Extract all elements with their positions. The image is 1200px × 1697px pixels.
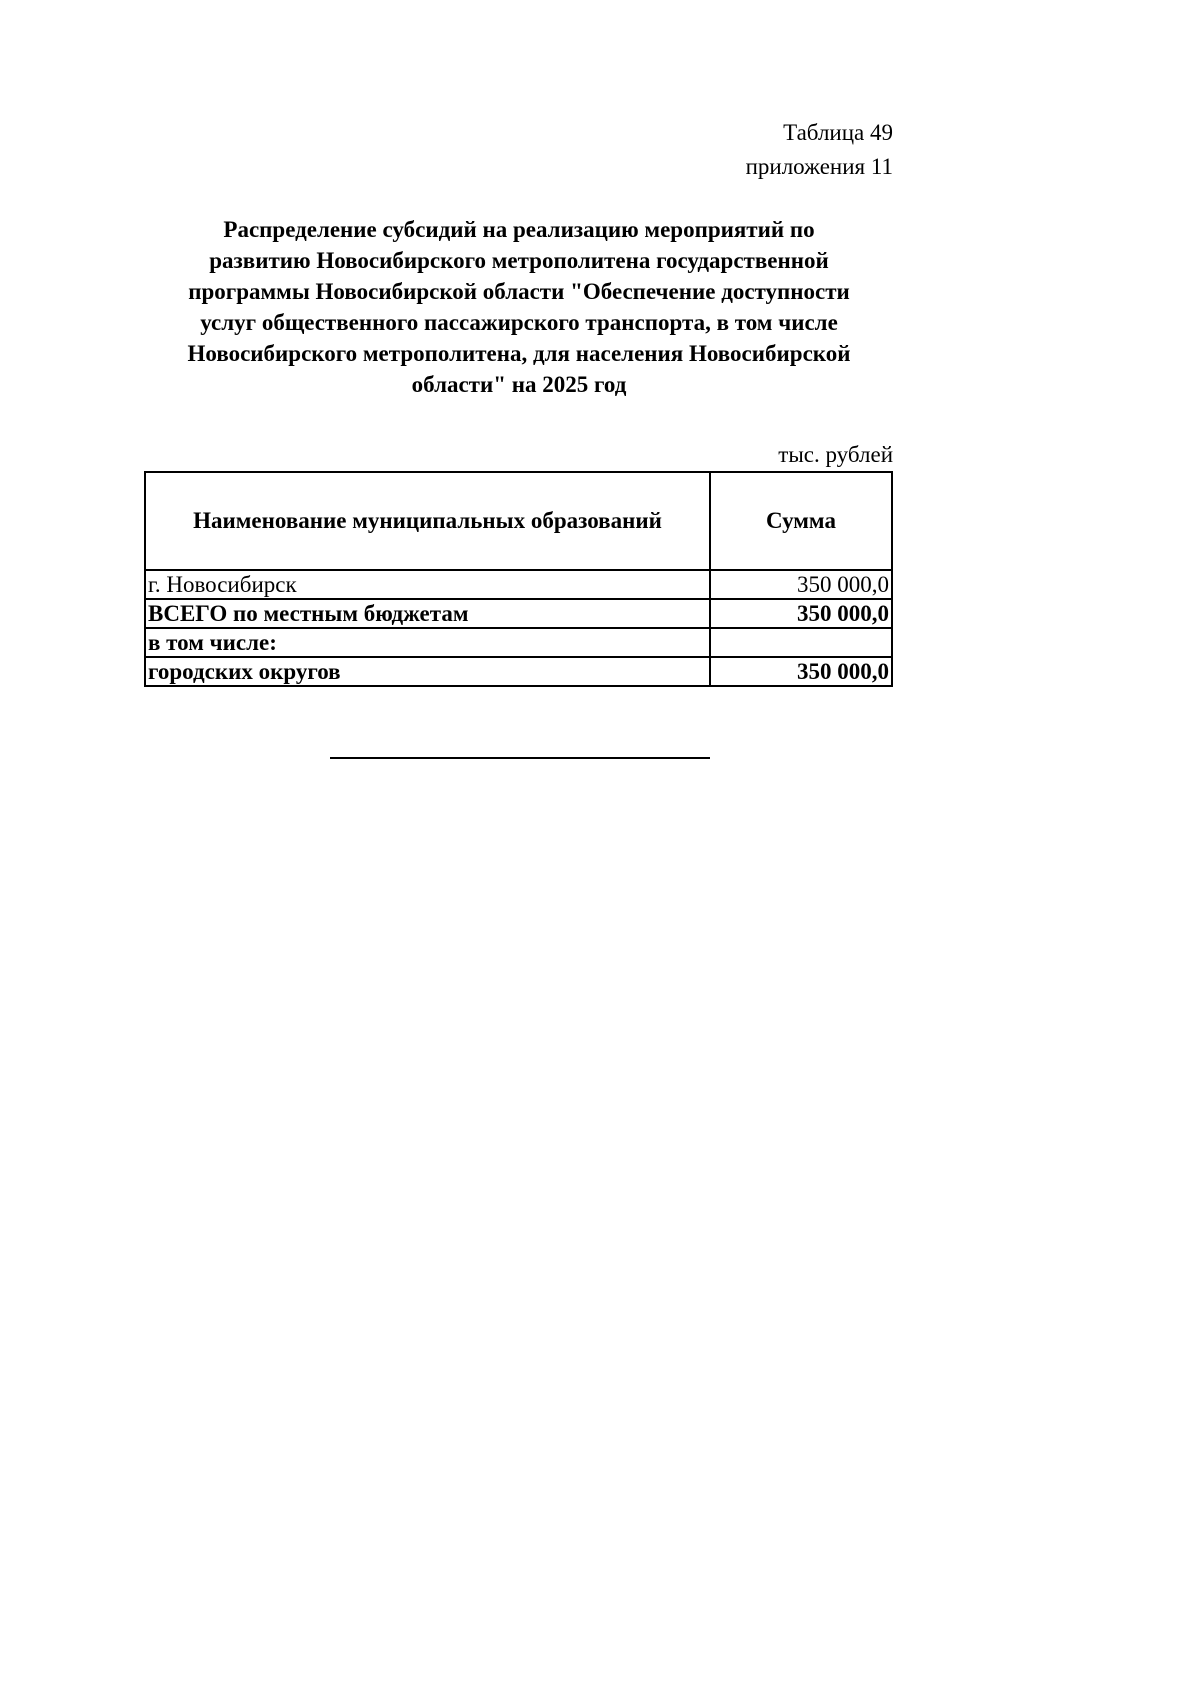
row-amount: 350 000,0 [710, 599, 892, 628]
document-title [154, 214, 884, 400]
title-line: программы Новосибирской области "Обеспечение доступности [188, 279, 850, 304]
row-municipality-name: ВСЕГО по местным бюджетам [145, 599, 710, 628]
table-row [145, 570, 892, 599]
table-number: Таблица 49 [783, 120, 893, 145]
table-reference [746, 116, 893, 184]
table-row-including [145, 628, 892, 657]
table-header-row [145, 472, 892, 570]
row-municipality-name: г. Новосибирск [145, 570, 710, 599]
title-line: области" на 2025 год [411, 372, 627, 397]
title-line: Новосибирского метрополитена, для населения Новосибирской [187, 341, 851, 366]
row-amount: 350 000,0 [710, 570, 892, 599]
units-label: тыс. рублей [778, 442, 893, 467]
table-row-city-districts [145, 657, 892, 686]
title-line: Распределение субсидий на реализацию мероприятий по [223, 217, 815, 242]
column-header-municipality: Наименование муниципальных образований [145, 472, 710, 570]
row-municipality-name: в том числе: [145, 628, 710, 657]
title-line: развитию Новосибирского метрополитена государственной [209, 248, 829, 273]
end-of-table-rule [330, 757, 710, 759]
table-row-total [145, 599, 892, 628]
row-amount: 350 000,0 [710, 657, 892, 686]
row-amount [710, 628, 892, 657]
column-header-amount: Сумма [710, 472, 892, 570]
row-municipality-name: городских округов [145, 657, 710, 686]
appendix-number: приложения 11 [745, 154, 893, 179]
title-line: услуг общественного пассажирского транспорта, в том числе [200, 310, 838, 335]
subsidy-table [144, 471, 893, 687]
